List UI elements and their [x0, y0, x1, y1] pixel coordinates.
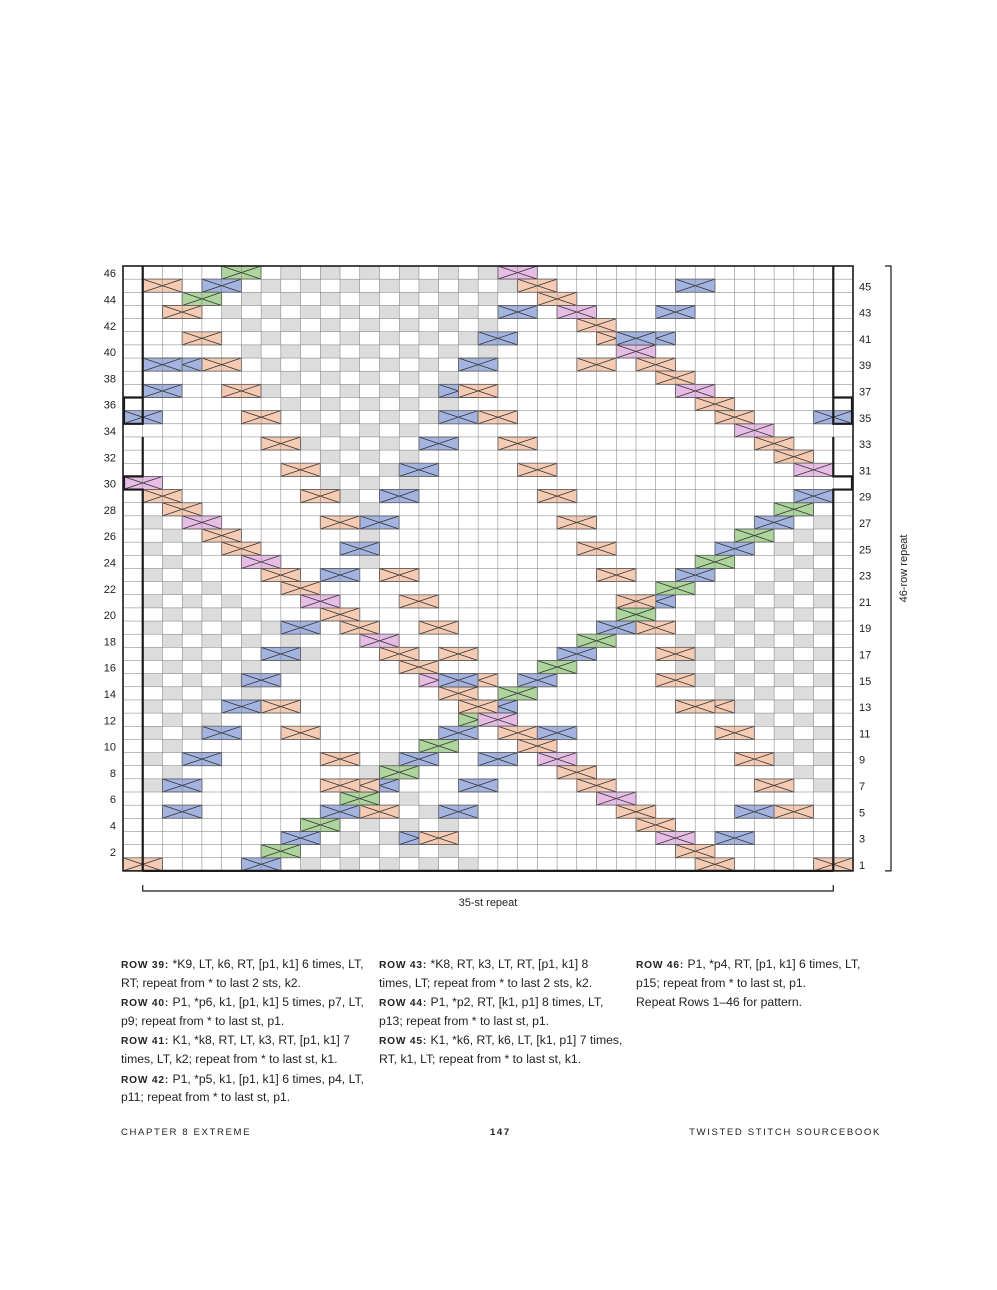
stitch-repeat-label: 35-st repeat [458, 897, 518, 909]
purl-cell [774, 700, 794, 713]
purl-cell [379, 437, 399, 450]
purl-cell [735, 700, 755, 713]
row-instruction-text: K1, *k8, RT, LT, k3, RT, [p1, k1] 7 times, LT, k2; repeat from * to last st, k1. [121, 1033, 350, 1066]
instruction-paragraph [121, 1032, 366, 1068]
purl-cell [419, 358, 439, 371]
purl-cell [320, 845, 340, 858]
purl-cell [419, 805, 439, 818]
row-instruction-text: P1, *p6, k1, [p1, k1] 5 times, p7, LT, p9; repeat from * to last st, p1. [121, 995, 364, 1028]
row-number-left: 12 [103, 715, 116, 728]
purl-cell [419, 411, 439, 424]
row-number-left: 40 [103, 347, 116, 360]
purl-cell [439, 266, 459, 279]
purl-cell [261, 621, 281, 634]
purl-cell [281, 266, 301, 279]
purl-cell [340, 490, 360, 503]
purl-cell [814, 621, 834, 634]
purl-cell [182, 542, 202, 555]
footer-page-number: 147 [490, 1127, 511, 1138]
row-number-left: 18 [103, 636, 116, 649]
purl-cell [715, 661, 735, 674]
purl-cell [379, 463, 399, 476]
purl-cell [340, 332, 360, 345]
row-label: ROW 43: [379, 960, 428, 971]
purl-cell [814, 542, 834, 555]
purl-cell [399, 292, 419, 305]
row-label: ROW 39: [121, 960, 170, 971]
instruction-paragraph [379, 1032, 624, 1068]
row-number-left: 32 [103, 452, 116, 465]
purl-cell [162, 608, 182, 621]
purl-cell [735, 674, 755, 687]
purl-cell [478, 319, 498, 332]
row-label: ROW 42: [121, 1074, 170, 1086]
purl-cell [715, 608, 735, 621]
row-number-right: 43 [859, 307, 872, 320]
purl-cell [794, 608, 814, 621]
purl-cell [340, 437, 360, 450]
purl-cell [241, 634, 261, 647]
purl-cell [340, 411, 360, 424]
footer-book-title: TWISTED STITCH SOURCEBOOK [689, 1127, 881, 1138]
row-label: ROW 44: [379, 998, 428, 1010]
row-number-right: 7 [859, 781, 866, 793]
purl-cell [399, 818, 419, 831]
purl-cell [182, 726, 202, 739]
row-number-right: 41 [859, 333, 872, 346]
purl-cell [478, 266, 498, 279]
purl-cell [695, 621, 715, 634]
row-number-right: 21 [859, 596, 872, 609]
purl-cell [202, 634, 222, 647]
purl-cell [162, 661, 182, 674]
purl-cell [814, 516, 834, 529]
row-number-left: 44 [103, 294, 116, 307]
row-number-right: 11 [859, 728, 871, 741]
purl-cell [360, 450, 380, 463]
purl-cell [241, 608, 261, 621]
purl-cell [301, 305, 321, 318]
purl-cell [754, 634, 774, 647]
purl-cell [439, 818, 459, 831]
footer-chapter: CHAPTER 8 EXTREME [121, 1127, 252, 1138]
purl-cell [320, 450, 340, 463]
purl-cell [794, 687, 814, 700]
purl-cell [458, 332, 478, 345]
purl-cell [715, 687, 735, 700]
purl-cell [261, 332, 281, 345]
purl-cell [360, 503, 380, 516]
purl-cell [360, 766, 380, 779]
purl-cell [478, 345, 498, 358]
row-number-right: 5 [859, 807, 866, 820]
purl-cell [379, 332, 399, 345]
purl-cell [794, 582, 814, 595]
purl-cell [182, 674, 202, 687]
purl-cell [261, 279, 281, 292]
purl-cell [182, 568, 202, 581]
purl-cell [202, 608, 222, 621]
purl-cell [202, 687, 222, 700]
purl-cell [399, 371, 419, 384]
purl-cell [774, 674, 794, 687]
purl-cell [261, 358, 281, 371]
row-number-left: 6 [109, 794, 116, 807]
purl-cell [814, 647, 834, 660]
purl-cell [143, 568, 163, 581]
row-instruction-text: *K9, LT, k6, RT, [p1, k1] 6 times, LT, RT; repeat from * to last 2 sts, k2. [121, 957, 364, 990]
purl-cell [281, 319, 301, 332]
purl-cell [281, 634, 301, 647]
purl-cell [182, 647, 202, 660]
row-number-left: 34 [103, 425, 116, 438]
purl-cell [143, 595, 163, 608]
row-number-right: 29 [859, 491, 872, 504]
purl-cell [281, 371, 301, 384]
purl-cell [419, 279, 439, 292]
purl-cell [814, 674, 834, 687]
row-number-right: 27 [859, 518, 872, 530]
purl-cell [162, 582, 182, 595]
purl-cell [695, 674, 715, 687]
row-number-left: 24 [103, 557, 116, 570]
purl-cell [320, 424, 340, 437]
row-number-left: 38 [103, 373, 116, 386]
row-number-left: 14 [103, 688, 116, 701]
purl-cell [340, 279, 360, 292]
purl-cell [379, 279, 399, 292]
purl-cell [458, 279, 478, 292]
row-number-right: 39 [859, 360, 872, 373]
purl-cell [360, 845, 380, 858]
purl-cell [360, 371, 380, 384]
purl-cell [735, 647, 755, 660]
purl-cell [143, 674, 163, 687]
row-repeat-bracket [885, 266, 891, 871]
purl-cell [301, 437, 321, 450]
row-number-left: 10 [103, 741, 116, 754]
purl-cell [281, 661, 301, 674]
purl-cell [162, 634, 182, 647]
purl-cell [143, 647, 163, 660]
row-number-right: 15 [859, 675, 872, 688]
purl-cell [143, 542, 163, 555]
purl-cell [281, 292, 301, 305]
row-number-right: 17 [859, 649, 872, 662]
purl-cell [814, 700, 834, 713]
purl-cell [399, 476, 419, 489]
row-number-left: 2 [109, 846, 116, 859]
purl-cell [360, 266, 380, 279]
purl-cell [261, 305, 281, 318]
row-instruction-text: P1, *p2, RT, [k1, p1] 8 times, LT, p13; repeat from * to last st, p1. [379, 995, 604, 1028]
purl-cell [340, 858, 360, 871]
purl-cell [379, 305, 399, 318]
purl-cell [754, 608, 774, 621]
purl-cell [360, 424, 380, 437]
row-number-left: 46 [103, 268, 116, 281]
purl-cell [774, 568, 794, 581]
purl-cell [774, 726, 794, 739]
purl-cell [399, 424, 419, 437]
instruction-paragraph [121, 1071, 366, 1107]
purl-cell [162, 687, 182, 700]
purl-cell [301, 279, 321, 292]
row-instruction-text: P1, *p5, k1, [p1, k1] 6 times, p4, LT, p11; repeat from * to last st, p1. [121, 1071, 364, 1105]
purl-cell [202, 582, 222, 595]
purl-cell [379, 858, 399, 871]
purl-cell [675, 634, 695, 647]
instruction-paragraph [636, 956, 881, 992]
row-label: ROW 46: [636, 960, 685, 971]
purl-cell [439, 292, 459, 305]
purl-cell [399, 450, 419, 463]
purl-cell [281, 345, 301, 358]
instruction-paragraph [121, 956, 366, 992]
row-number-right: 3 [859, 833, 866, 846]
purl-cell [162, 529, 182, 542]
purl-cell [241, 661, 261, 674]
row-instruction-text: P1, *p4, RT, [p1, k1] 6 times, LT, p15; repeat from * to last st, p1. [636, 957, 861, 990]
purl-cell [340, 384, 360, 397]
purl-cell [162, 555, 182, 568]
instruction-paragraph [379, 956, 624, 992]
row-number-left: 42 [103, 320, 116, 333]
purl-cell [202, 661, 222, 674]
row-number-left: 8 [109, 767, 116, 780]
purl-cell [143, 621, 163, 634]
purl-cell [458, 305, 478, 318]
row-number-right: 37 [859, 386, 872, 399]
purl-cell [794, 529, 814, 542]
instruction-paragraph [636, 994, 881, 1012]
purl-cell [419, 332, 439, 345]
row-repeat-label: 46-row repeat [898, 534, 910, 603]
purl-cell [715, 634, 735, 647]
purl-cell [320, 319, 340, 332]
row-number-left: 16 [103, 662, 116, 675]
purl-cell [301, 647, 321, 660]
purl-cell [419, 305, 439, 318]
row-number-right: 19 [859, 623, 872, 636]
purl-cell [814, 595, 834, 608]
row-instruction-text: K1, *k6, RT, k6, LT, [k1, p1] 7 times, RT, k1, LT; repeat from * to last st, k1. [379, 1033, 623, 1066]
purl-cell [340, 358, 360, 371]
row-label: ROW 41: [121, 1036, 170, 1048]
purl-cell [202, 713, 222, 726]
purl-cell [754, 582, 774, 595]
purl-cell [320, 398, 340, 411]
purl-cell [360, 292, 380, 305]
row-number-right: 33 [859, 439, 872, 452]
purl-cell [340, 305, 360, 318]
purl-cell [774, 647, 794, 660]
purl-cell [379, 411, 399, 424]
stitch-repeat-bracket [143, 885, 834, 891]
purl-cell [399, 319, 419, 332]
purl-cell [340, 831, 360, 844]
purl-cell [360, 319, 380, 332]
purl-cell [143, 700, 163, 713]
purl-cell [814, 726, 834, 739]
instructions-column-1 [121, 956, 366, 1109]
purl-cell [458, 858, 478, 871]
purl-cell [399, 792, 419, 805]
purl-cell [794, 739, 814, 752]
row-label: ROW 45: [379, 1036, 428, 1048]
row-number-left: 22 [103, 583, 116, 596]
purl-cell [419, 384, 439, 397]
row-number-right: 35 [859, 412, 872, 425]
instruction-paragraph [121, 994, 366, 1030]
purl-cell [754, 713, 774, 726]
purl-cell [340, 463, 360, 476]
purl-cell [301, 332, 321, 345]
purl-cell [241, 687, 261, 700]
purl-cell [794, 555, 814, 568]
row-number-left: 4 [109, 820, 116, 833]
purl-cell [439, 345, 459, 358]
purl-cell [360, 398, 380, 411]
purl-cell [360, 555, 380, 568]
purl-cell [774, 753, 794, 766]
purl-cell [735, 595, 755, 608]
instructions-column-3 [636, 956, 881, 1014]
row-number-right: 1 [859, 859, 866, 872]
purl-cell [182, 621, 202, 634]
purl-cell [360, 476, 380, 489]
row-number-right: 23 [859, 570, 872, 583]
purl-cell [301, 858, 321, 871]
purl-cell [379, 384, 399, 397]
purl-cell [182, 595, 202, 608]
purl-cell [794, 766, 814, 779]
purl-cell [498, 279, 518, 292]
purl-cell [814, 753, 834, 766]
purl-cell [695, 647, 715, 660]
purl-cell [379, 831, 399, 844]
row-number-right: 25 [859, 544, 872, 557]
purl-cell [162, 739, 182, 752]
purl-cell [301, 384, 321, 397]
purl-cell [399, 398, 419, 411]
purl-cell [320, 292, 340, 305]
purl-cell [182, 700, 202, 713]
purl-cell [478, 292, 498, 305]
purl-cell [735, 621, 755, 634]
row-number-left: 28 [103, 504, 116, 517]
purl-cell [794, 634, 814, 647]
purl-cell [399, 266, 419, 279]
purl-cell [241, 345, 261, 358]
row-number-right: 9 [859, 754, 866, 767]
row-number-right: 31 [859, 465, 872, 478]
purl-cell [439, 371, 459, 384]
purl-cell [399, 845, 419, 858]
row-instruction-text: Repeat Rows 1–46 for pattern. [636, 995, 802, 1010]
purl-cell [162, 766, 182, 779]
purl-cell [320, 476, 340, 489]
purl-cell [360, 345, 380, 358]
row-number-left: 36 [103, 399, 116, 412]
purl-cell [320, 266, 340, 279]
purl-cell [360, 818, 380, 831]
purl-cell [143, 779, 163, 792]
instructions-column-2 [379, 956, 624, 1071]
purl-cell [360, 529, 380, 542]
purl-cell [143, 516, 163, 529]
purl-cell [814, 779, 834, 792]
row-number-left: 26 [103, 531, 116, 544]
purl-cell [301, 358, 321, 371]
purl-cell [143, 753, 163, 766]
purl-cell [320, 345, 340, 358]
purl-cell [222, 674, 242, 687]
purl-cell [439, 319, 459, 332]
purl-cell [320, 371, 340, 384]
purl-cell [241, 319, 261, 332]
purl-cell [241, 292, 261, 305]
purl-cell [814, 568, 834, 581]
row-instruction-text: *K8, RT, k3, LT, RT, [p1, k1] 8 times, LT; repeat from * to last 2 sts, k2. [379, 957, 593, 990]
purl-cell [774, 542, 794, 555]
row-number-left: 20 [103, 610, 116, 623]
purl-cell [261, 384, 281, 397]
row-number-right: 13 [859, 702, 872, 715]
purl-cell [439, 398, 459, 411]
purl-cell [774, 621, 794, 634]
purl-cell [162, 713, 182, 726]
purl-cell [774, 595, 794, 608]
row-number-left: 30 [103, 478, 116, 491]
purl-cell [754, 661, 774, 674]
purl-cell [399, 345, 419, 358]
purl-cell [222, 595, 242, 608]
purl-cell [754, 687, 774, 700]
instruction-paragraph [379, 994, 624, 1030]
purl-cell [439, 845, 459, 858]
purl-cell [222, 305, 242, 318]
purl-cell [379, 753, 399, 766]
purl-cell [222, 647, 242, 660]
purl-cell [222, 621, 242, 634]
purl-cell [379, 358, 399, 371]
purl-cell [281, 398, 301, 411]
purl-cell [301, 411, 321, 424]
purl-cell [794, 713, 814, 726]
row-label: ROW 40: [121, 998, 170, 1010]
row-number-right: 45 [859, 281, 872, 294]
purl-cell [794, 661, 814, 674]
purl-cell [419, 858, 439, 871]
purl-cell [143, 726, 163, 739]
purl-cell [675, 661, 695, 674]
